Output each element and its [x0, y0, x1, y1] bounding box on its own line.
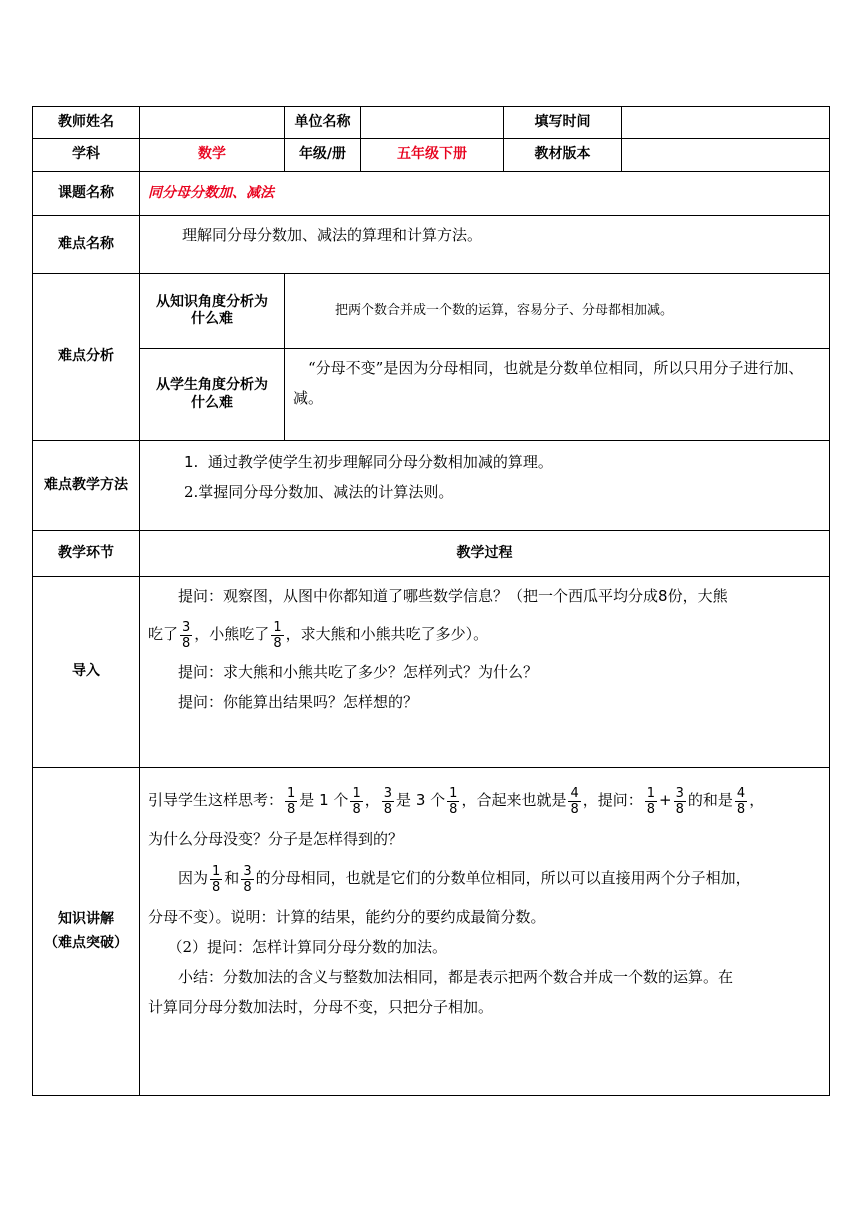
unit-value [361, 107, 504, 139]
fraction-f7 [674, 786, 686, 817]
fraction-numerator: 1 [646, 785, 656, 801]
fraction-denominator: 8 [212, 879, 221, 895]
fraction-f2 [350, 786, 362, 817]
knowledge-l1-h: ，提问： [582, 791, 643, 809]
topic-label: 课题名称 [33, 172, 140, 216]
fraction-numerator: 4 [570, 785, 579, 801]
subject-value: 数学 [140, 139, 285, 172]
fraction-denominator: 8 [383, 801, 393, 817]
intro-p1-text-a: 提问：观察图，从图中你都知道了哪些数学信息？（把一个西瓜平均分成 [178, 587, 659, 605]
fraction-denominator: 8 [287, 801, 296, 817]
header-row-1 [33, 107, 830, 139]
grade-label: 年级/册 [285, 139, 361, 172]
intro-paragraph-1 [148, 581, 821, 611]
date-value [622, 107, 830, 139]
process-header-value: 教学过程 [140, 531, 830, 577]
fraction-denominator: 8 [352, 801, 361, 817]
fraction-f8 [735, 786, 747, 817]
knowledge-paragraph-6: 小结：分数加法的含义与整数加法相同，都是表示把两个数合并成一个数的运算。在 [178, 968, 734, 986]
knowledge-l1-f: 个 [430, 791, 446, 809]
knowledge-angle-label: 从知识角度分析为什么难 [140, 274, 285, 349]
method-row [33, 441, 830, 531]
knowledge-paragraph-7: 计算同分母分数加法时，分母不变，只把分子相加。 [148, 998, 494, 1016]
knowledge-l1-e: 是 [396, 791, 412, 809]
knowledge-l3-c: 的分母相同，也就是它们的分数单位相同，所以可以直接用两个分子相加， [255, 869, 751, 887]
fraction-numerator: 1 [273, 619, 282, 635]
header-row-2 [33, 139, 830, 172]
knowledge-l1-num1: 1 [319, 791, 329, 809]
intro-paragraph-4: 提问：你能算出结果吗？怎样想的？ [178, 693, 419, 711]
fraction-numerator: 1 [212, 863, 221, 879]
knowledge-l3-a: 因为 [178, 869, 209, 887]
intro-paragraph-3: 提问：求大熊和小熊共吃了多少？怎样列式？为什么？ [178, 663, 539, 681]
knowledge-l1-g: ，合起来也就是 [461, 791, 567, 809]
fraction-denominator: 8 [449, 801, 458, 817]
unit-label: 单位名称 [285, 107, 361, 139]
knowledge-paragraph-3 [148, 854, 821, 902]
difficulty-label: 难点名称 [33, 216, 140, 274]
teacher-value [140, 107, 285, 139]
fraction-numerator: 3 [243, 863, 252, 879]
student-angle-text: “分母不变”是因为分母相同，也就是分数单位相同，所以只用分子进行加、减。 [285, 349, 830, 441]
plus-sign: + [659, 791, 672, 809]
knowledge-label [33, 768, 140, 1096]
edition-label: 教材版本 [504, 139, 622, 172]
process-section-label: 教学环节 [33, 531, 140, 577]
fraction-numerator: 1 [287, 785, 296, 801]
fraction-three-eighths [180, 620, 192, 651]
method-item-1-number: 1. [184, 453, 199, 471]
knowledge-l1-d: ， [364, 791, 380, 809]
intro-label: 导入 [33, 577, 140, 768]
fraction-numerator: 1 [352, 785, 361, 801]
knowledge-l1-j: ， [749, 791, 765, 809]
fraction-numerator: 3 [675, 785, 684, 801]
fraction-one-eighth [271, 620, 283, 651]
fraction-denominator: 8 [182, 635, 191, 651]
date-label: 填写时间 [504, 107, 622, 139]
difficulty-row [33, 216, 830, 274]
intro-p2-text-a: 吃了 [148, 625, 179, 643]
topic-row [33, 172, 830, 216]
intro-paragraph-2 [148, 611, 821, 657]
knowledge-row [33, 768, 830, 1096]
fraction-numerator: 3 [182, 619, 191, 635]
method-label: 难点教学方法 [33, 441, 140, 531]
intro-p1-text-b: 份，大熊 [667, 587, 728, 605]
knowledge-l3-b: 和 [224, 869, 240, 887]
fraction-numerator: 3 [383, 785, 393, 801]
difficulty-value: 理解同分母分数加、减法的算理和计算方法。 [140, 216, 830, 274]
knowledge-paragraph-4: 分母不变）。说明：计算的结果，能约分的要约成最简分数。 [148, 908, 546, 926]
teacher-label: 教师姓名 [33, 107, 140, 139]
knowledge-l1-b: 是 [299, 791, 315, 809]
knowledge-l1-i: 的和是 [687, 791, 733, 809]
knowledge-paragraph-2: 为什么分母没变？分子是怎样得到的？ [148, 830, 404, 848]
fraction-denominator: 8 [675, 801, 684, 817]
intro-content [140, 577, 830, 768]
edition-value [622, 139, 830, 172]
fraction-f6 [645, 786, 657, 817]
knowledge-l1-a: 引导学生这样思考： [148, 791, 284, 809]
lesson-plan-table [32, 106, 830, 1096]
analysis-row-knowledge [33, 274, 830, 349]
subject-label: 学科 [33, 139, 140, 172]
knowledge-angle-text: 把两个数合并成一个数的运算，容易分子、分母都相加减。 [285, 274, 830, 349]
analysis-row-student [33, 349, 830, 441]
fraction-f9 [210, 864, 222, 895]
knowledge-content [140, 768, 830, 1096]
fraction-f5 [568, 786, 580, 817]
knowledge-l1-num2: 3 [415, 791, 426, 809]
topic-value: 同分母分数加、减法 [140, 172, 830, 216]
intro-row [33, 577, 830, 768]
knowledge-label-line-1: 知识讲解 [58, 910, 114, 927]
knowledge-l1-c: 个 [333, 791, 349, 809]
fraction-f10 [241, 864, 253, 895]
fraction-numerator: 4 [736, 785, 746, 801]
intro-p2-text-b: ，小熊吃了 [194, 625, 270, 643]
method-item-2: 2.掌握同分母分数加、减法的计算法则。 [184, 483, 454, 501]
fraction-denominator: 8 [736, 801, 746, 817]
method-item-1 [184, 447, 821, 477]
analysis-label: 难点分析 [33, 274, 140, 441]
grade-value: 五年级下册 [361, 139, 504, 172]
method-content [140, 441, 830, 531]
fraction-denominator: 8 [243, 879, 252, 895]
knowledge-paragraph-1 [148, 776, 821, 824]
method-item-1-text: 通过教学使学生初步理解同分母分数相加减的算理。 [207, 453, 553, 471]
fraction-denominator: 8 [646, 801, 656, 817]
knowledge-paragraph-5: （2）提问：怎样计算同分母分数的加法。 [167, 938, 448, 956]
student-angle-label: 从学生角度分析为什么难 [140, 349, 285, 441]
fraction-f1 [285, 786, 297, 817]
intro-p2-text-c: ，求大熊和小熊共吃了多少）。 [285, 625, 489, 643]
process-header-row [33, 531, 830, 577]
fraction-f4 [447, 786, 459, 817]
fraction-numerator: 1 [449, 785, 458, 801]
knowledge-label-line-2: （难点突破） [44, 934, 128, 951]
fraction-denominator: 8 [273, 635, 282, 651]
fraction-f3 [382, 786, 394, 817]
intro-p1-number: 8 [658, 587, 668, 605]
fraction-denominator: 8 [570, 801, 579, 817]
